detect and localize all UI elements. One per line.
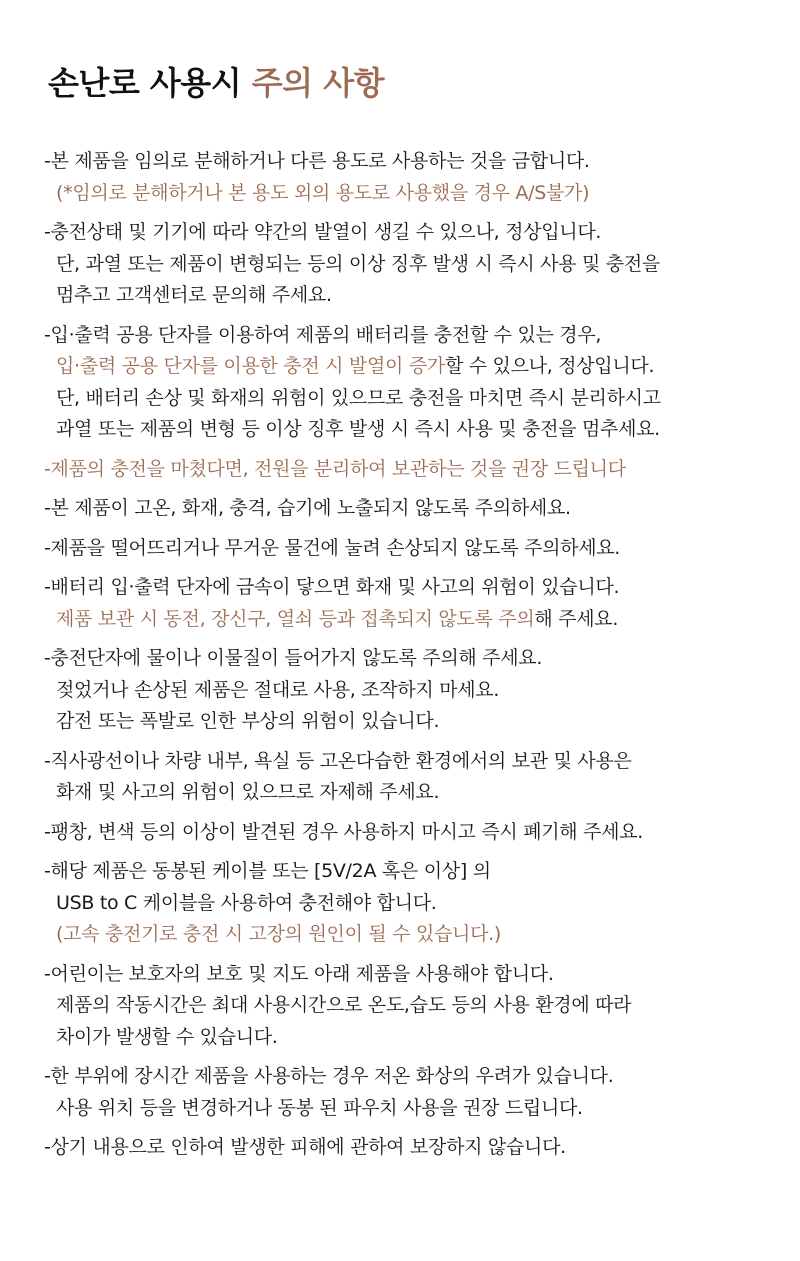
caution-item-continuation [44, 777, 774, 809]
caution-text: 젖었거나 손상된 제품은 절대로 사용, 조작하지 마세요. [56, 678, 500, 701]
caution-text: 감전 또는 폭발로 인한 부상의 위험이 있습니다. [56, 710, 440, 732]
caution-item [44, 320, 774, 446]
caution-text: 차이가 발생할 수 있습니다. [56, 1025, 278, 1048]
caution-item [44, 1132, 774, 1164]
caution-text: 단, 배터리 손상 및 화재의 위험이 있으므로 충전을 마치면 즉시 분리하시고 [56, 386, 661, 409]
caution-text: -직사광선이나 차량 내부, 욕실 등 고온다습한 환경에서의 보관 및 사용은 [44, 749, 632, 772]
caution-item-line [44, 493, 774, 525]
caution-item-line [44, 454, 774, 486]
caution-text: 사용 위치 등을 변경하거나 동봉 된 파우치 사용을 권장 드립니다. [56, 1096, 583, 1119]
caution-text: 단, 과열 또는 제품이 변형되는 등의 이상 징후 발생 시 즉시 사용 및 충전을 [56, 252, 660, 275]
caution-text: -상기 내용으로 인하여 발생한 피해에 관하여 보장하지 않습니다. [44, 1136, 566, 1158]
caution-item [44, 817, 774, 849]
caution-item [44, 572, 774, 635]
caution-text: -한 부위에 장시간 제품을 사용하는 경우 저온 화상의 우려가 있습니다. [44, 1065, 614, 1087]
page-title-accent: 주의 사항 [251, 64, 385, 102]
caution-item [44, 1061, 774, 1124]
caution-text: 멈추고 고객센터로 문의해 주세요. [56, 284, 332, 306]
highlighted-text: 입·출력 공용 단자를 이용한 충전 시 발열이 증가 [56, 355, 445, 377]
caution-text: -입·출력 공용 단자를 이용하여 제품의 배터리를 충전할 수 있는 경우, [44, 323, 602, 346]
caution-item-continuation [44, 249, 774, 281]
page-title [48, 58, 384, 104]
caution-text: -어린이는 보호자의 보호 및 지도 아래 제품을 사용해야 합니다. [44, 962, 554, 985]
caution-item [44, 959, 774, 1054]
caution-item-line [44, 959, 774, 991]
caution-item-continuation [44, 1022, 774, 1054]
caution-item-line [44, 320, 774, 352]
caution-text: -제품을 떨어뜨리거나 무거운 물건에 눌려 손상되지 않도록 주의하세요. [44, 536, 621, 559]
caution-text: -충전상태 및 기기에 따라 약간의 발열이 생길 수 있으나, 정상입니다. [44, 221, 602, 243]
caution-item [44, 493, 774, 525]
caution-text: -팽창, 변색 등의 이상이 발견된 경우 사용하지 마시고 즉시 폐기해 주세요. [44, 820, 643, 843]
caution-item-line [44, 643, 774, 675]
caution-item-line [44, 1132, 774, 1164]
highlighted-text: (*임의로 분해하거나 본 용도 외의 용도로 사용했을 경우 A/S불가) [56, 181, 590, 204]
caution-item [44, 454, 774, 486]
caution-item-continuation [44, 990, 774, 1022]
caution-item-line [44, 746, 774, 778]
caution-text: 과열 또는 제품의 변형 등 이상 징후 발생 시 즉시 사용 및 충전을 멈추세요. [56, 418, 660, 440]
caution-text: 해 주세요. [534, 607, 619, 630]
caution-item [44, 533, 774, 565]
highlighted-text: -제품의 충전을 마쳤다면, 전원을 분리하여 보관하는 것을 권장 드립니다 [44, 457, 626, 480]
caution-item-continuation [44, 706, 774, 738]
caution-item-continuation [44, 280, 774, 312]
highlighted-text: (고속 충전기로 충전 시 고장의 원인이 될 수 있습니다.) [56, 923, 502, 945]
caution-text: USB to C 케이블을 사용하여 충전해야 합니다. [56, 891, 437, 914]
caution-item-continuation [44, 675, 774, 707]
caution-item [44, 746, 774, 809]
caution-text: 화재 및 사고의 위험이 있으므로 자제해 주세요. [56, 781, 440, 803]
caution-item-line [44, 1061, 774, 1093]
caution-item-continuation [44, 919, 774, 951]
caution-text: -해당 제품은 동봉된 케이블 또는 [5V/2A 혹은 이상] 의 [44, 860, 491, 882]
caution-item [44, 856, 774, 951]
caution-list [44, 146, 774, 1172]
caution-item-line [44, 572, 774, 604]
caution-item [44, 217, 774, 312]
caution-text: -배터리 입·출력 단자에 금속이 닿으면 화재 및 사고의 위험이 있습니다. [44, 576, 620, 598]
caution-item-continuation [44, 1093, 774, 1125]
caution-item-line [44, 146, 774, 178]
caution-item-continuation [44, 351, 774, 383]
caution-item-line [44, 856, 774, 888]
caution-item [44, 146, 774, 209]
caution-item-continuation [44, 414, 774, 446]
caution-item-line [44, 217, 774, 249]
page-title-main: 손난로 사용시 [48, 64, 242, 102]
caution-item-continuation [44, 383, 774, 415]
caution-item-continuation [44, 888, 774, 920]
caution-item [44, 643, 774, 738]
highlighted-text: 제품 보관 시 동전, 장신구, 열쇠 등과 접촉되지 않도록 주의 [56, 607, 535, 630]
caution-text: -충전단자에 물이나 이물질이 들어가지 않도록 주의해 주세요. [44, 647, 543, 669]
caution-item-continuation [44, 604, 774, 636]
caution-text: 제품의 작동시간은 최대 사용시간으로 온도,습도 등의 사용 환경에 따라 [56, 994, 632, 1016]
caution-item-line [44, 533, 774, 565]
caution-text: -본 제품이 고온, 화재, 충격, 습기에 노출되지 않도록 주의하세요. [44, 497, 571, 519]
caution-text: 할 수 있으나, 정상입니다. [444, 355, 655, 377]
caution-text: -본 제품을 임의로 분해하거나 다른 용도로 사용하는 것을 금합니다. [44, 150, 590, 172]
caution-item-continuation [44, 178, 774, 210]
caution-item-line [44, 817, 774, 849]
